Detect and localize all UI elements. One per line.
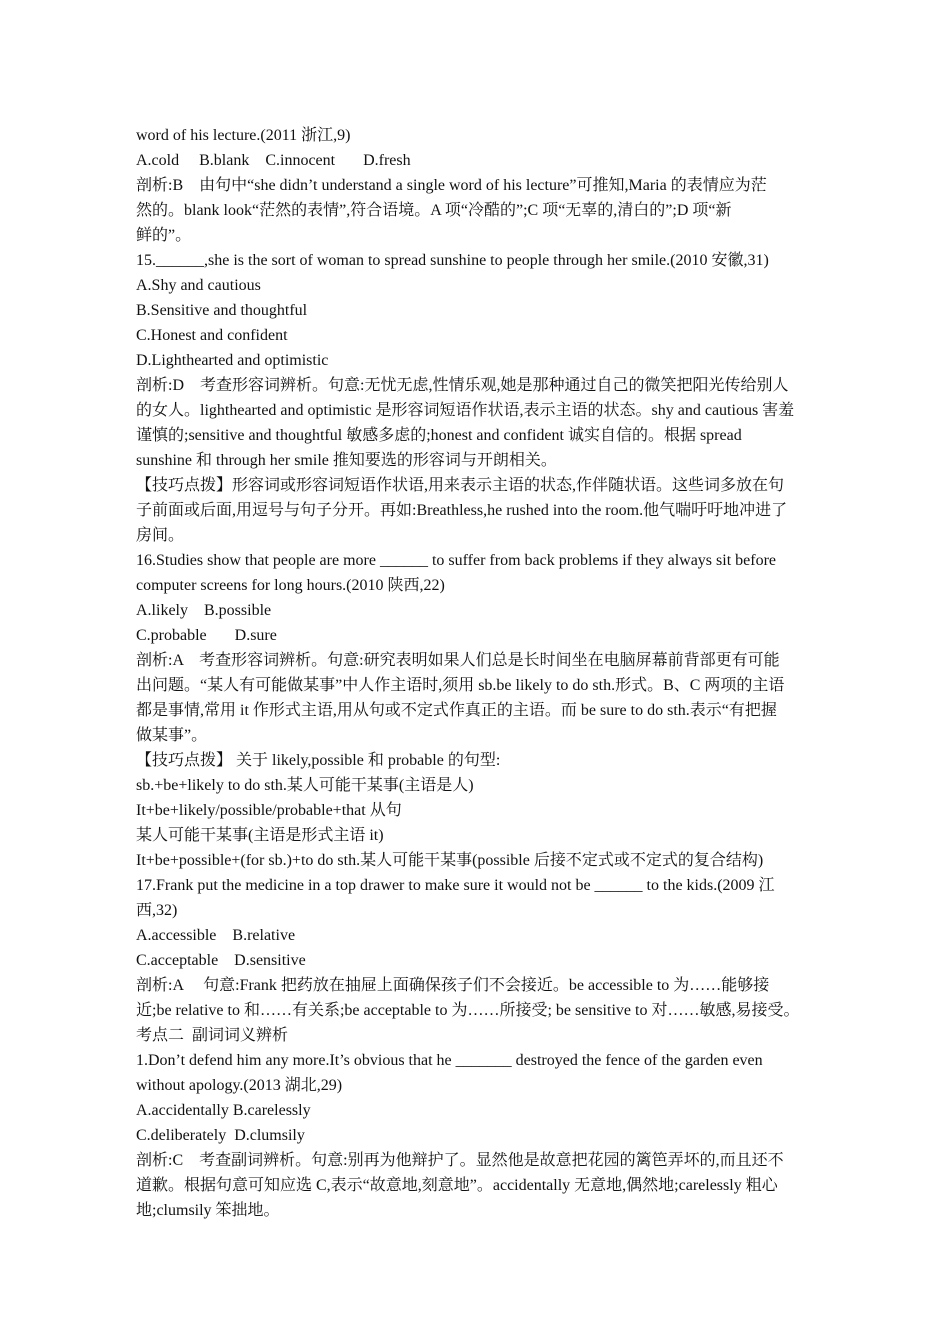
analysis-line: 的女人。lighthearted and optimistic 是形容词短语作状语,表示主语的状态。shy and cautious 害羞 <box>136 402 795 419</box>
analysis-line: 地;clumsily 笨拙地。 <box>136 1202 280 1219</box>
option-a: A.Shy and cautious <box>136 277 261 294</box>
analysis-line: 道歉。根据句意可知应选 C,表示“故意地,刻意地”。accidentally 无意地,偶然地;carelessly 粗心 <box>136 1177 778 1194</box>
question-1: 1.Don’t defend him any more.It’s obvious that he _______ destroyed the fence of the garden even <box>136 1052 763 1069</box>
answer-options: C.probable D.sure <box>136 627 277 644</box>
answer-options: A.likely B.possible <box>136 602 272 619</box>
answer-options: C.acceptable D.sensitive <box>136 952 306 969</box>
tip-line: 【技巧点拨】 关于 likely,possible 和 probable 的句型: <box>136 752 501 769</box>
text-line: word of his lecture.(2011 浙江,9) <box>136 127 351 144</box>
analysis-line: 近;be relative to 和……有关系;be acceptable to 为……所接受; be sensitive to 对……敏感,易接受。 <box>136 1002 800 1019</box>
option-c: C.Honest and confident <box>136 327 288 344</box>
question-15: 15.______,she is the sort of woman to spread sunshine to people through her smile.(2010 安徽,31) <box>136 252 769 269</box>
tip-line: 房间。 <box>136 527 185 544</box>
tip-line: It+be+likely/possible/probable+that 从句 <box>136 802 402 819</box>
analysis-line: 出问题。“某人有可能做某事”中人作主语时,须用 sb.be likely to do sth.形式。B、C 两项的主语 <box>136 677 785 694</box>
analysis-line: 剖析:D 考查形容词辨析。句意:无忧无虑,性情乐观,她是那种通过自己的微笑把阳光传给别人 <box>136 377 789 394</box>
tip-line: It+be+possible+(for sb.)+to do sth.某人可能干某事(possible 后接不定式或不定式的复合结构) <box>136 852 764 869</box>
answer-options: A.cold B.blank C.innocent D.fresh <box>136 152 411 169</box>
tip-line: 子前面或后面,用逗号与句子分开。再如:Breathless,he rushed into the room.他气喘吁吁地冲进了 <box>136 502 788 519</box>
analysis-line: 做某事”。 <box>136 727 208 744</box>
tip-line: 【技巧点拨】形容词或形容词短语作状语,用来表示主语的状态,作伴随状语。这些词多放在句 <box>136 477 785 494</box>
option-d: D.Lighthearted and optimistic <box>136 352 329 369</box>
document-page <box>136 123 816 1223</box>
question-16: 16.Studies show that people are more ______ to suffer from back problems if they always sit before <box>136 552 776 569</box>
analysis-line: sunshine 和 through her smile 推知要选的形容词与开朗相关。 <box>136 452 557 469</box>
analysis-line: 然的。blank look“茫然的表情”,符合语境。A 项“冷酷的”;C 项“无辜的,清白的”;D 项“新 <box>136 202 732 219</box>
question-17: 西,32) <box>136 902 178 919</box>
question-1: without apology.(2013 湖北,29) <box>136 1077 343 1094</box>
answer-options: A.accessible B.relative <box>136 927 296 944</box>
analysis-line: 谨慎的;sensitive and thoughtful 敏感多虑的;honest and confident 诚实自信的。根据 spread <box>136 427 742 444</box>
analysis-line: 都是事情,常用 it 作形式主语,用从句或不定式作真正的主语。而 be sure to do sth.表示“有把握 <box>136 702 777 719</box>
section-heading: 考点二 副词词义辨析 <box>136 1027 289 1044</box>
tip-line: 某人可能干某事(主语是形式主语 it) <box>136 827 384 844</box>
answer-options: A.accidentally B.carelessly <box>136 1102 311 1119</box>
analysis-line: 剖析:B 由句中“she didn’t understand a single word of his lecture”可推知,Maria 的表情应为茫 <box>136 177 767 194</box>
analysis-line: 剖析:A 句意:Frank 把药放在抽屉上面确保孩子们不会接近。be accessible to 为……能够接 <box>136 977 770 994</box>
tip-line: sb.+be+likely to do sth.某人可能干某事(主语是人) <box>136 777 474 794</box>
analysis-line: 剖析:C 考查副词辨析。句意:别再为他辩护了。显然他是故意把花园的篱笆弄坏的,而且还不 <box>136 1152 784 1169</box>
analysis-line: 鲜的”。 <box>136 227 192 244</box>
analysis-line: 剖析:A 考查形容词辨析。句意:研究表明如果人们总是长时间坐在电脑屏幕前背部更有可能 <box>136 652 780 669</box>
question-16: computer screens for long hours.(2010 陕西,22) <box>136 577 445 594</box>
answer-options: C.deliberately D.clumsily <box>136 1127 305 1144</box>
option-b: B.Sensitive and thoughtful <box>136 302 308 319</box>
question-17: 17.Frank put the medicine in a top drawer to make sure it would not be ______ to the kids.(2009 江 <box>136 877 775 894</box>
